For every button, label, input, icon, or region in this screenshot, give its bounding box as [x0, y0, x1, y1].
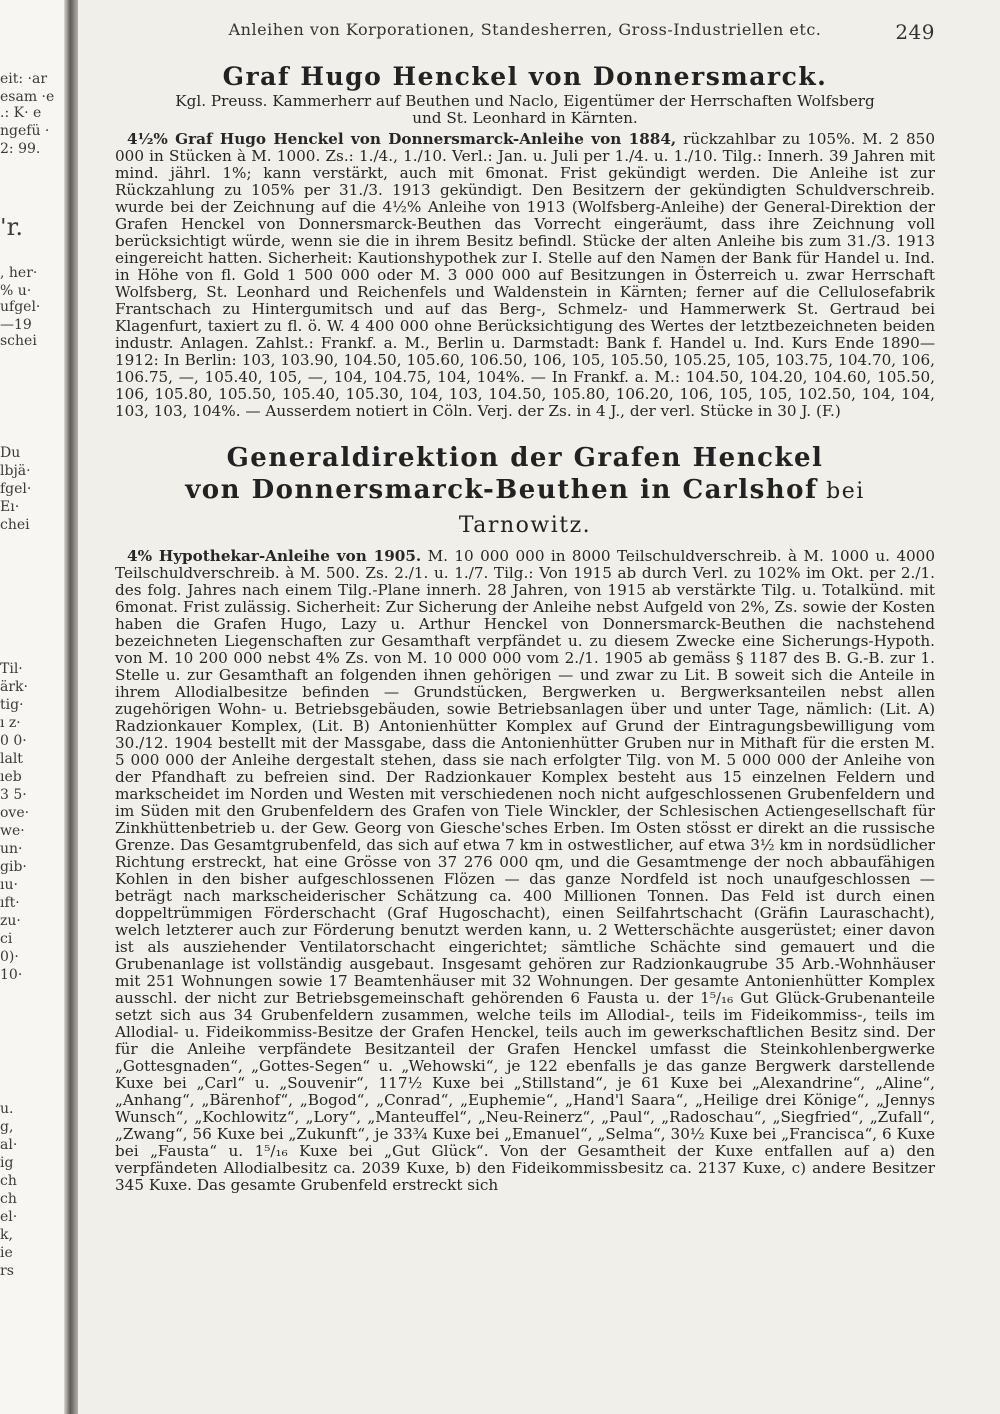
section-body [115, 548, 935, 1194]
gutter-fragment: lalt [0, 751, 23, 767]
gutter-fragment: ch [0, 1173, 17, 1189]
gutter-fragment: ie [0, 1245, 13, 1261]
gutter-fragment: % u· [0, 283, 32, 299]
bond-heading: 4% Hypothekar-Anleihe von 1905. [127, 547, 422, 565]
gutter-fragment: ci [0, 931, 13, 947]
gutter-fragment: al· [0, 1137, 18, 1153]
gutter-fragment: 3 5· [0, 787, 27, 803]
gutter-fragment: Du [0, 445, 21, 461]
section-graf-hugo [115, 62, 935, 420]
gutter-fragment: esam ·e [0, 89, 55, 105]
subtitle-line-1: Kgl. Preuss. Kammerherr auf Beuthen und Naclo, Eigentümer der Herrschaften Wolfsberg [175, 92, 875, 110]
page [115, 20, 935, 1194]
section-title-location: bei Tarnowitz. [458, 479, 865, 538]
gutter-fragment: tig· [0, 697, 24, 713]
section-title: Generaldirektion der Grafen Henckel [226, 443, 824, 473]
gutter-fragment: ıft· [0, 895, 20, 911]
gutter-fragment: k, [0, 1227, 13, 1243]
gutter-fragment: Eı· [0, 499, 20, 515]
gutter-fragment: zu· [0, 913, 21, 929]
gutter-fragment: 2: 99. [0, 141, 41, 157]
gutter-fragment: ärk· [0, 679, 28, 695]
gutter-fragment: ıeb [0, 769, 22, 785]
gutter-fragment: Til· [0, 661, 23, 677]
subtitle-line-2: und St. Leonhard in Kärnten. [412, 109, 638, 127]
running-title: Anleihen von Korporationen, Standesherren, Gross-Industriellen etc. [228, 20, 822, 39]
gutter-fragment: .: K· e [0, 105, 42, 121]
section-title-main: von Donnersmarck-Beuthen in Carlshof [185, 475, 818, 505]
gutter-fragment: ig [0, 1155, 14, 1171]
gutter-fragment: ufgel· [0, 299, 41, 315]
gutter-fragment: fgel· [0, 481, 32, 497]
gutter-fragment: , her· [0, 265, 38, 281]
gutter-fragment: 'r. [0, 218, 24, 236]
gutter-fragment: —19 [0, 317, 32, 333]
gutter-fragment: lbjä· [0, 463, 31, 479]
gutter-fragment: 0 0· [0, 733, 27, 749]
gutter-fragment: schei [0, 333, 37, 349]
gutter-fragment: ngefü · [0, 123, 50, 139]
section-generaldirektion [115, 442, 935, 1194]
gutter-fragment: g, [0, 1119, 14, 1135]
gutter-fragment: el· [0, 1209, 18, 1225]
gutter-fragment: un· [0, 841, 23, 857]
gutter-fragment: we· [0, 823, 25, 839]
bond-details: M. 10 000 000 in 8000 Teilschuldverschreib. à M. 1000 u. 4000 Teilschuldverschreib. à M. 500. Zs. 2./1. u. 1./7. Tilg.: Von 1915 ab durch Verl. zu 102% im Okt. per 2./1. des folg. Jahres nach einem Tilg.-Plane innerh. 28 Jahren, von 1915 ab verstärkte Tilg. u. Totalkünd. mit 6monat. Frist zulässig. Sicherheit: Zur Sicherung der Anleihe nebst Aufgeld von 2%, Zs. sowie der Kosten haben die Grafen Hugo, Lazy u. Arthur Henckel von Donnersmarck-Beuthen die nachstehend bezeichneten Liegenschaften zur Gesamthaft verpfändet u. zu diesem Zwecke eine Sicherungs-Hypoth. von M. 10 200 000 nebst 4% Zs. von M. 10 000 000 vom 2./1. 1905 ab gemäss § 1187 des B. G.-B. zur 1. Stelle u. zur Gesamthaft an folgenden ihnen gehörigen — und zwar zu Lit. B soweit sich die Anteile in ihrem Allodialbesitze befinden — Grundstücken, Bergwerken u. Bergwerksanteilen nebst allen zugehörigen Wohn- u. Betriebsgebäuden, sowie Betriebsanlagen über und unter Tage, nämlich: (Lit. A) Radzionkauer Komplex, (Lit. B) Antonienhütter Komplex auf Grund der Eintragungsbewilligung vom 30./12. 1904 bestellt mit der Massgabe, dass die Antonienhütter Gruben nur in Mithaft für die ersten M. 5 000 000 der Anleihe dergestalt stehen, dass sie nach erfolgter Tilg. von M. 5 000 000 der Anleihe von der Pfandhaft zu befreien sind. Der Radzionkauer Komplex besteht aus 15 einzelnen Feldern und markscheidet im Norden und Westen mit verschiedenen noch nicht aufgeschlossenen Grubenfeldern und im Süden mit den Grubenfeldern des Grafen von Tiele Winckler, der Schlesischen Actiengesellschaft für Zinkhüttenbetrieb u. der Gew. Georg von Giesche'sches Erben. Im Osten stösst er direkt an die russische Grenze. Das Gesamtgrubenfeld, das sich auf etwa 7 km in ostwestlicher, auf etwa 3½ km in nordsüdlicher Richtung erstreckt, hat eine Grösse von 37 276 000 qm, und die Gesamtmenge der noch abbaufähigen Kohlen in den bisher aufgeschlossenen Flözen — das ganze Nordfeld ist noch unaufgeschlossen — beträgt nach markscheiderischer Schätzung ca. 400 Millionen Tonnen. Das Feld ist durch einen doppeltrümmigen Förderschacht (Graf Hugoschacht), einen Seilfahrtschacht (Gräfin Lauraschacht), welch letzterer auch zur Förderung benutzt werden kann, u. 2 Wetterschächte ausgerüstet; einer davon ist als ausziehender Ventilatorschacht eingerichtet; sämtliche Schächte sind gemauert und die Grubenanlage ist vollständig ausgebaut. Insgesamt gehören zur Radzionkaugrube 35 Arb.-Wohnhäuser mit 251 Wohnungen sowie 17 Beamtenhäuser mit 32 Wohnungen. Der gesamte Antonienhütter Komplex ausschl. der nicht zur Betriebsgemeinschaft gehörenden 6 Fausta u. der 1⁵/₁₆ Gut Glück-Grubenanteile setzt sich aus 34 Grubenfeldern zusammen, welche teils im Allodial-, teils im Fideikommiss-, teils im Allodial- u. Fideikommiss-Besitze der Grafen Henckel, teils auch im gewerkschaftlichen Besitz sind. Der für die Anleihe verpfändete Besitzanteil der Grafen Henckel umfasst die Steinkohlenbergwerke „Gottesgnaden“, „Gottes-Segen“ u. „Wehowski“, je 122 ebenfalls je das ganze Bergwerk darstellende Kuxe bei „Carl“ u. „Souvenir“, 117½ Kuxe bei „Stillstand“, je 61 Kuxe bei „Alexandrine“, „Aline“, „Anhang“, „Bärenhof“, „Bogod“, „Conrad“, „Euphemie“, „Hand'l Saara“, „Heilige drei Könige“, „Jennys Wunsch“, „Kochlowitz“, „Lory“, „Manteuffel“, „Neu-Reinerz“, „Paul“, „Radoschau“, „Siegfried“, „Zufall“, „Zwang“, 56 Kuxe bei „Zukunft“, je 33¾ Kuxe bei „Emanuel“, „Selma“, 30½ Kuxe bei „Francisca“, 6 Kuxe bei „Fausta“ u. 1⁵/₁₆ Kuxe bei „Gut Glück“. Von der Gesamtheit der Kuxe entfallen auf a) den verpfändeten Allodialbesitz ca. 2039 Kuxe, b) den Fideikommissbesitz ca. 2137 Kuxe, c) andere Besitzer 345 Kuxe. Das gesamte Grubenfeld erstreckt sich [115, 547, 935, 1194]
gutter-fragment: rs [0, 1263, 14, 1279]
gutter-fragment: 0)· [0, 949, 19, 965]
section-title-line-2 [115, 474, 935, 542]
left-page-margin [0, 0, 78, 1414]
gutter-fragment: gib· [0, 859, 27, 875]
gutter-fragment: ch [0, 1191, 17, 1207]
gutter-fragment: ı z· [0, 715, 21, 731]
section-body [115, 131, 935, 420]
bond-details: rückzahlbar zu 105%. M. 2 850 000 in Stücken à M. 1000. Zs.: 1./4., 1./10. Verl.: Jan. u. Juli per 1./4. u. 1./10. Tilg.: Innerh. 39 Jahren mit mind. jährl. 1%; kann verstärkt, auch mit 6monat. Frist gekündigt werden. Die Anleihe ist zur Rückzahlung zu 105% per 31./3. 1913 gekündigt. Den Besitzern der gekündigten Schuldverschreib. wurde bei der Zeichnung auf die 4½% Anleihe von 1913 (Wolfsberg-Anleihe) der General-Direktion der Grafen Henckel von Donnersmarck-Beuthen das Vorrecht eingeräumt, dass ihre Zeichnung voll berücksichtigt würde, wenn sie die in ihrem Besitz befindl. Stücke der alten Anleihe bis zum 31./3. 1913 eingereicht hatten. Sicherheit: Kautionshypothek zur I. Stelle auf den Namen der Bank für Handel u. Ind. in Höhe von fl. Gold 1 500 000 oder M. 3 000 000 auf Besitzungen in Österreich u. zwar Herrschaft Wolfsberg, St. Leonhard und Reichenfels und Waldenstein in Kärnten; ferner auf die Cellulosefabrik Frantschach zu Hintergumitsch und auf das Berg-, Schmelz- und Hammerwerk St. Gertraud bei Klagenfurt, taxiert zu fl. ö. W. 4 400 000 ohne Berücksichtigung des Wertes der letztbezeichneten beiden industr. Anlagen. Zahlst.: Frankf. a. M., Berlin u. Darmstadt: Bank f. Handel u. Ind. Kurs Ende 1890—1912: In Berlin: 103, 103.90, 104.50, 105.60, 106.50, 106, 105, 105.50, 105.25, 105, 103.75, 104.70, 106, 106.75, —, 105.40, 105, —, 104, 104.75, 104, 104%. — In Frankf. a. M.: 104.50, 104.20, 104.60, 105.50, 106, 105.80, 105.50, 105.40, 105.30, 104, 103, 104.50, 105.80, 106.20, 106, 105, 105, 102.50, 104, 104, 103, 103, 104%. — Ausserdem notiert in Cöln. Verj. der Zs. in 4 J., der verl. Stücke in 30 J. (F.) [115, 130, 935, 420]
binding-shadow [64, 0, 78, 1414]
gutter-fragment: ove· [0, 805, 30, 821]
section-title: Graf Hugo Henckel von Donnersmarck. [222, 62, 828, 91]
section-subtitle [115, 93, 935, 127]
bond-heading: 4½% Graf Hugo Henckel von Donnersmarck-Anleihe von 1884, [127, 130, 677, 148]
page-number: 249 [895, 20, 935, 44]
gutter-fragment: 10· [0, 967, 23, 983]
gutter-fragment: u. [0, 1101, 14, 1117]
gutter-fragment: chei [0, 517, 30, 533]
running-header [115, 20, 935, 48]
gutter-fragment: ıu· [0, 877, 18, 893]
gutter-fragment: eit: ·ar [0, 71, 48, 87]
